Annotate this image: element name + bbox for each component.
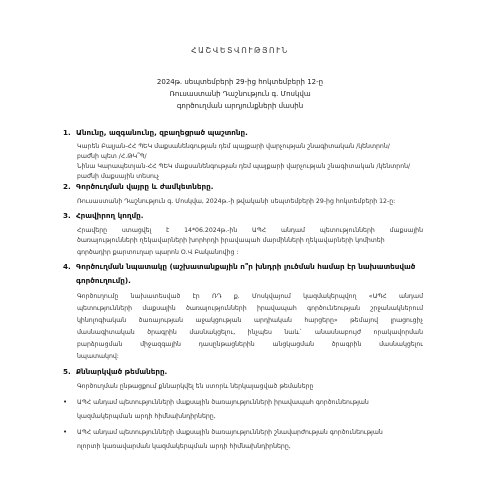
section-4-line: կինոլոգիական ծառայության աջակցության արդիական հարցերը» թեմայով լրացուցիչ [77, 317, 423, 324]
bullet-icon: • [63, 428, 68, 436]
section-5-line: Գործուղման ընթացքում քննարկվել են ստորև ներկայացված թեմաները [77, 383, 314, 390]
subtitle-dates: 2024թ. սեպտեմբերի 29-ից հոկտեմբերի 12-ը [156, 78, 324, 86]
section-heading-text: Հրավիրող կողմը. [76, 211, 144, 220]
bullet-line: ԱՊՀ անդամ պետությունների մաքսային ծառայությունների իրավապահ գործունեության [77, 399, 369, 406]
section-number: 1. [63, 128, 71, 137]
section-3-line: ծառայությունների ղեկավարների խորհրդի իրավապահ մարմինների ղեկավարների կոմիտեի [77, 237, 385, 244]
section-4-line: նպատակով: [77, 353, 119, 360]
section-1-line: Նինա Կարապետյան-ՀՀ ՊԵԿ մաքսանենգության դեմ պայքարի վարչության շնագիտական /կենտրոն/ [77, 163, 411, 170]
section-3-heading [63, 211, 143, 220]
section-number: 3. [63, 211, 71, 220]
section-heading-text: Գործուղման վայրը և ժամկետները. [76, 182, 214, 191]
section-4-line: Գործուղումը նախատեսված էր ՌԴ ք. Մոսկվայում կազմակերպվող «ԱՊՀ անդամ [77, 293, 423, 300]
section-4-heading [63, 262, 415, 271]
section-heading-text: Անունը, ազգանունը, զբաղեցրած պաշտոնը. [76, 128, 248, 137]
section-4-line: պետությունների մաքսային ծառայությունների իրավապահ գործունեության շրջանակներում [77, 305, 423, 312]
subtitle-topic: գործուղման արդյունքների մասին [176, 102, 304, 110]
bullet-line: կազմակերպման արդի հիմնախնդիրները, [77, 413, 216, 420]
section-2-heading [63, 182, 213, 191]
bullet-line: ԱՊՀ անդամ պետությունների մաքսային ծառայությունների շնավարժության գործունեության [77, 429, 383, 436]
section-heading-text: Քննարկված թեմաները. [76, 367, 168, 376]
bullet-line: ոլորտի կառավարման կազմակերպման արդի հիմնախնդիրները, [77, 443, 291, 450]
section-1-heading [63, 128, 248, 137]
section-number: 5. [63, 367, 71, 376]
section-4-heading-continued: գործուղումը). [76, 276, 131, 285]
bullet-icon: • [63, 398, 68, 406]
section-3-line: գործադիր քարտուղար պարոն Օ.Վ Բականովից : [77, 249, 239, 256]
section-number: 2. [63, 182, 71, 191]
section-1-line: բաժնի պետ /Հ.ԹԿ՞Պ/ [77, 153, 147, 160]
subtitle-location: Ռուսաստանի Դաշնություն գ. Մոսկվա [169, 90, 311, 98]
section-1-line: Կարեն Բալյան-ՀՀ ՊԵԿ մաքսանենգության դեմ պայքարի վարչության շնագիտական /կենտրոն/ [77, 143, 390, 150]
section-heading-text: Գործուղման նպատակը (աշխատանքային ո՞ր խնդրի լուծման համար էր նախատեսված [76, 262, 416, 271]
section-5-heading [63, 367, 167, 376]
section-4-line: բարձրացման միջազգային դասընթացներին անցկացման ծրագրին մասնակցելու [77, 341, 423, 348]
section-2-line: Ռուսաստանի Դաշնություն գ. Մոսկվա, 2024թ.-ի թվականի սեպտեմբերի 29-ից հոկտեմբերի 12-ը: [77, 198, 396, 205]
section-number: 4. [63, 262, 71, 271]
document-title: ՀԱՇՎԵՏՎՈՒԹՅՈՒՆ [191, 46, 289, 55]
section-3-line: Հրավերը ստացվել է 14*06.2024թ.-ին ԱՊՀ անդամ պետությունների մաքսային [77, 227, 423, 234]
section-4-line: մասնագիտական ծրագրին մասնակցելու, ինչպես նաև` անասնաբույժ որակավորման [77, 329, 423, 336]
section-1-line: բաժնի մաքսային տեսուչ [77, 173, 160, 180]
